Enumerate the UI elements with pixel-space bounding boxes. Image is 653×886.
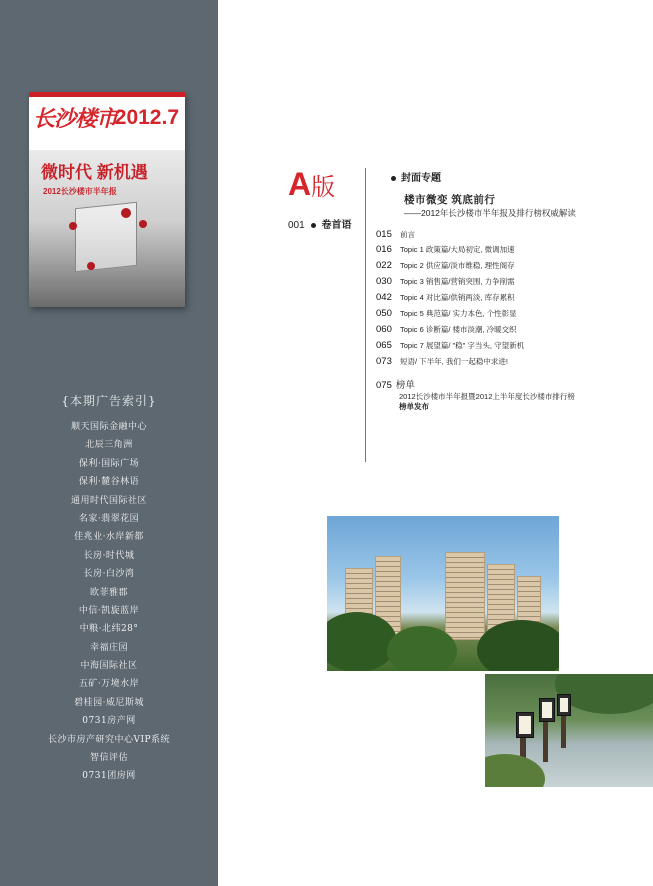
- cover-image: [29, 150, 185, 307]
- toc-page-number: 030: [376, 276, 392, 287]
- toc-page-number: 022: [376, 260, 392, 271]
- toc-entry[interactable]: [376, 257, 515, 271]
- cover-topic-subtitle: ——2012年长沙楼市半年报及排行榜权威解读: [404, 208, 576, 218]
- cover-topic-heading: [391, 169, 441, 184]
- cover-topic-heading-text: 封面专题: [401, 173, 441, 184]
- cover-ball: [121, 208, 131, 218]
- toc-entry[interactable]: [376, 289, 515, 303]
- cover-ball: [69, 222, 77, 230]
- garden-lamps-photo: [485, 674, 653, 787]
- bullet-icon: [391, 176, 396, 181]
- toc-entry[interactable]: [376, 305, 517, 319]
- ad-item: 佳兆业·水岸新都: [74, 532, 144, 543]
- tree: [327, 612, 397, 671]
- lamp-post: [561, 714, 566, 748]
- cover-topic-title: 楼市微变 筑底前行: [404, 194, 496, 206]
- toc-entry[interactable]: [376, 337, 524, 351]
- toc-entry[interactable]: [376, 321, 517, 335]
- toc-page-number: 016: [376, 244, 392, 255]
- ad-item: 五矿·万境水岸: [78, 679, 140, 690]
- toc-title: Topic 6 诊断篇/ 楼市淡潮, 冷暖交织: [400, 325, 517, 334]
- ranking-description: 2012长沙楼市半年报暨2012上半年度长沙楼市排行榜: [399, 392, 575, 401]
- ad-item: 长房·时代城: [83, 550, 135, 561]
- ad-item: 中粮·北纬28°: [79, 624, 139, 635]
- garden-lamp: [516, 712, 534, 738]
- preface-page-number: 001: [288, 220, 305, 231]
- ad-index-list: [0, 418, 218, 786]
- toc-title: 短语/ 下半年, 我们一起稳中求进!: [400, 357, 508, 366]
- ad-item: 碧桂园·威尼斯城: [74, 697, 144, 708]
- ad-item: 北辰三角洲: [85, 440, 133, 451]
- residential-buildings-photo: [327, 516, 559, 671]
- divider-line: [365, 168, 366, 462]
- toc-title: Topic 7 展望篇/ "稳" 字当头, 守望新机: [400, 341, 525, 350]
- magazine-cover: [29, 92, 185, 307]
- ad-item: 智信评估: [89, 753, 128, 764]
- garden-lamp: [539, 698, 555, 722]
- ad-item: 顺天国际金融中心: [70, 422, 147, 432]
- ad-item: 长沙市房产研究中心VIP系统: [47, 734, 171, 745]
- toc-title: Topic 2 供应篇/淡市维稳, 理性阁存: [400, 261, 515, 270]
- bullet-icon: [311, 223, 316, 228]
- toc-title: 前言: [400, 230, 415, 239]
- ranking-release: 榜单发布: [399, 402, 429, 411]
- sidebar: [0, 0, 218, 886]
- ad-item: 通用时代国际社区: [70, 495, 147, 506]
- preface-entry[interactable]: [288, 216, 351, 231]
- ranking-page-number: 075: [376, 380, 392, 391]
- toc-title: Topic 1 政策篇/大局初定, 微调加速: [400, 245, 515, 254]
- toc-title: Topic 5 典范篇/ 实力本色, 个性彰显: [400, 309, 517, 318]
- grass: [485, 754, 545, 787]
- toc-entry[interactable]: [376, 226, 415, 240]
- ad-item: 中信·凯旋蓝岸: [78, 605, 140, 616]
- ad-item: 保利·国际广场: [78, 458, 140, 469]
- tree: [387, 626, 457, 671]
- lamp-post: [543, 722, 548, 762]
- section-letter: A: [288, 166, 312, 202]
- toc-page-number: 073: [376, 356, 392, 367]
- toc-entry[interactable]: [376, 353, 508, 367]
- ranking-entry[interactable]: [376, 377, 415, 391]
- cover-ball: [139, 220, 147, 228]
- toc-page-number: 015: [376, 229, 392, 240]
- preface-title: 卷首语: [321, 220, 352, 231]
- ad-item: 中海国际社区: [80, 661, 138, 672]
- cover-headline: 微时代 新机遇: [41, 163, 148, 182]
- ad-item: 0731房产网: [82, 716, 136, 727]
- toc-page-number: 060: [376, 324, 392, 335]
- toc-page-number: 065: [376, 340, 392, 351]
- ad-item: 长房·白沙湾: [83, 569, 135, 580]
- section-suffix: 版: [311, 174, 336, 201]
- building: [445, 552, 485, 640]
- toc-entry[interactable]: [376, 241, 515, 255]
- cover-logo: 长沙楼市: [33, 106, 118, 132]
- ad-item: 欧菲雅郡: [89, 587, 128, 598]
- garden-lamp: [557, 694, 571, 716]
- section-label: [288, 166, 335, 206]
- ad-index-title: {本期广告索引}: [61, 394, 157, 408]
- ad-item: 0731团房网: [82, 771, 136, 782]
- toc-page-number: 050: [376, 308, 392, 319]
- ad-item: 保利·麓谷林语: [78, 477, 140, 488]
- toc-entry[interactable]: [376, 273, 515, 287]
- toc-page-number: 042: [376, 292, 392, 303]
- toc-title: Topic 4 对比篇/供销两淡, 库存累积: [400, 293, 515, 302]
- cover-ball: [87, 262, 95, 270]
- cover-issue: 2012.7: [114, 106, 179, 129]
- cover-red-strip: [29, 92, 185, 97]
- ranking-title: 榜单: [395, 380, 415, 391]
- cover-masthead: [29, 92, 185, 150]
- toc-title: Topic 3 销售篇/营销突围, 力争削需: [400, 277, 515, 286]
- ad-item: 幸福庄园: [89, 642, 128, 653]
- ad-item: 名家·翡翠花园: [78, 513, 140, 524]
- cover-subline: 2012长沙楼市半年报: [43, 187, 117, 196]
